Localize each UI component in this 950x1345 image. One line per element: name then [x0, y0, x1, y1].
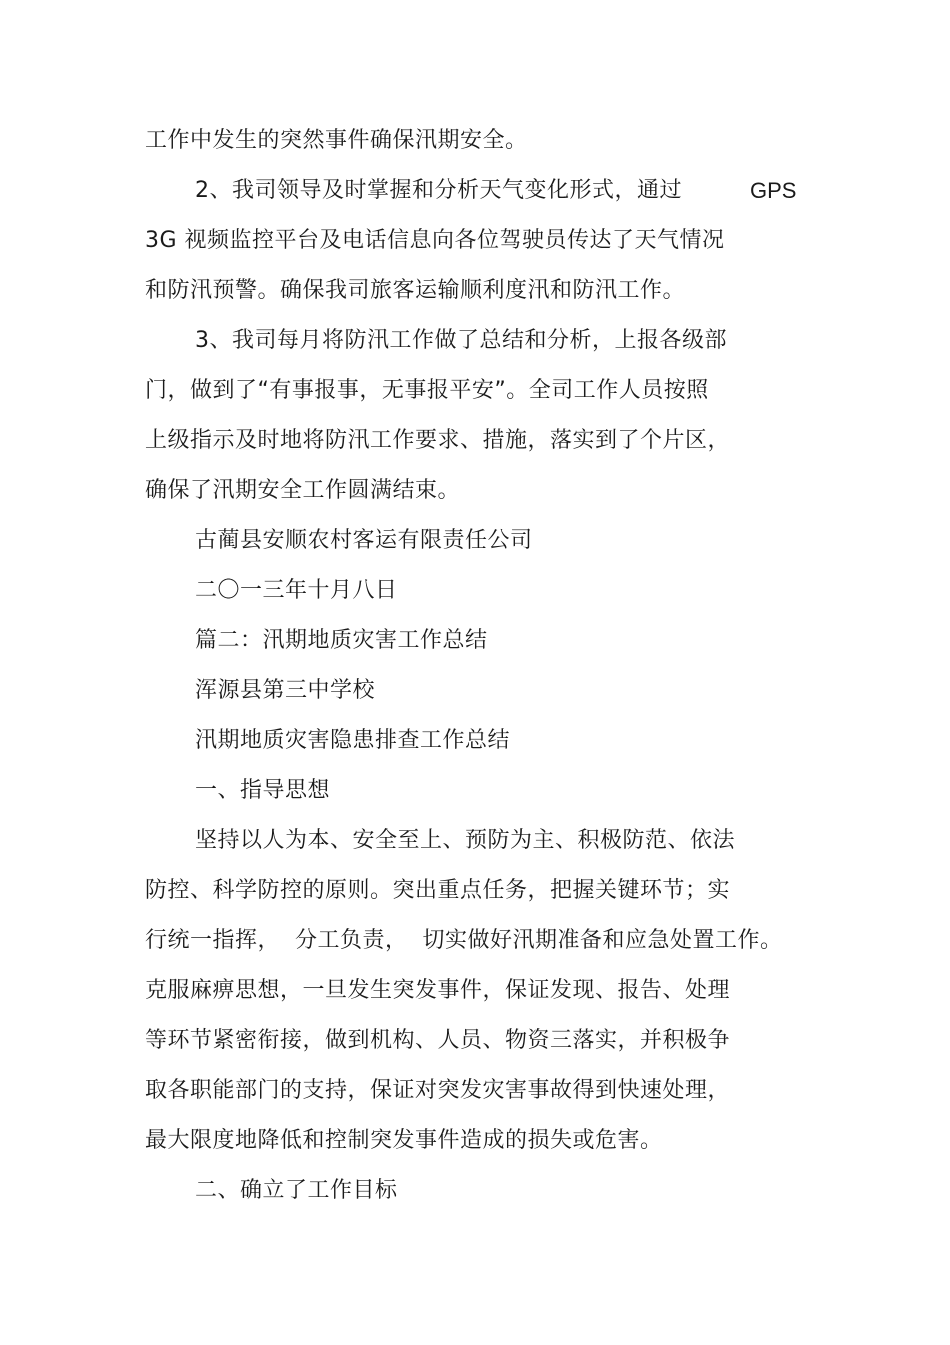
text-line: 3、我司每月将防汛工作做了总结和分析，上报各级部 [195, 328, 727, 353]
text-line: 最大限度地降低和控制突发事件造成的损失或危害。 [145, 1128, 663, 1153]
text-line: 确保了汛期安全工作圆满结束。 [145, 478, 461, 503]
text-line: 取各职能部门的支持，保证对突发灾害事故得到快速处理， [145, 1078, 731, 1103]
text-line: 3G 视频监控平台及电话信息向各位驾驶员传达了天气情况 [145, 228, 725, 253]
section-title: 篇二：汛期地质灾害工作总结 [195, 628, 488, 653]
school-name: 浑源县第三中学校 [195, 678, 376, 703]
text-line: 防控、科学防控的原则。突出重点任务，把握关键环节；实 [145, 878, 731, 903]
text-line: 工作中发生的突然事件确保汛期安全。 [145, 128, 528, 153]
report-title: 汛期地质灾害隐患排查工作总结 [195, 728, 511, 753]
text-line: 坚持以人为本、安全至上、预防为主、积极防范、依法 [195, 828, 736, 853]
text-line: 等环节紧密衔接，做到机构、人员、物资三落实，并积极争 [145, 1028, 731, 1053]
heading-guiding-thought: 一、指导思想 [195, 778, 331, 803]
text-line-gps: GPS [750, 178, 797, 203]
text-line: 和防汛预警。确保我司旅客运输顺利度汛和防汛工作。 [145, 278, 686, 303]
text-line: 上级指示及时地将防汛工作要求、措施，落实到了个片区， [145, 428, 731, 453]
heading-work-goals: 二、确立了工作目标 [195, 1178, 398, 1203]
signature-company: 古蔺县安顺农村客运有限责任公司 [195, 528, 533, 553]
text-line: 行统一指挥， 分工负责， 切实做好汛期准备和应急处置工作。 [145, 928, 783, 953]
signature-date: 二〇一三年十月八日 [195, 578, 398, 603]
text-line: 克服麻痹思想，一旦发生突发事件，保证发现、报告、处理 [145, 978, 731, 1003]
text-line: 2、我司领导及时掌握和分析天气变化形式，通过 [195, 178, 682, 203]
text-line: 门，做到了“有事报事，无事报平安”。全司工作人员按照 [145, 378, 709, 403]
